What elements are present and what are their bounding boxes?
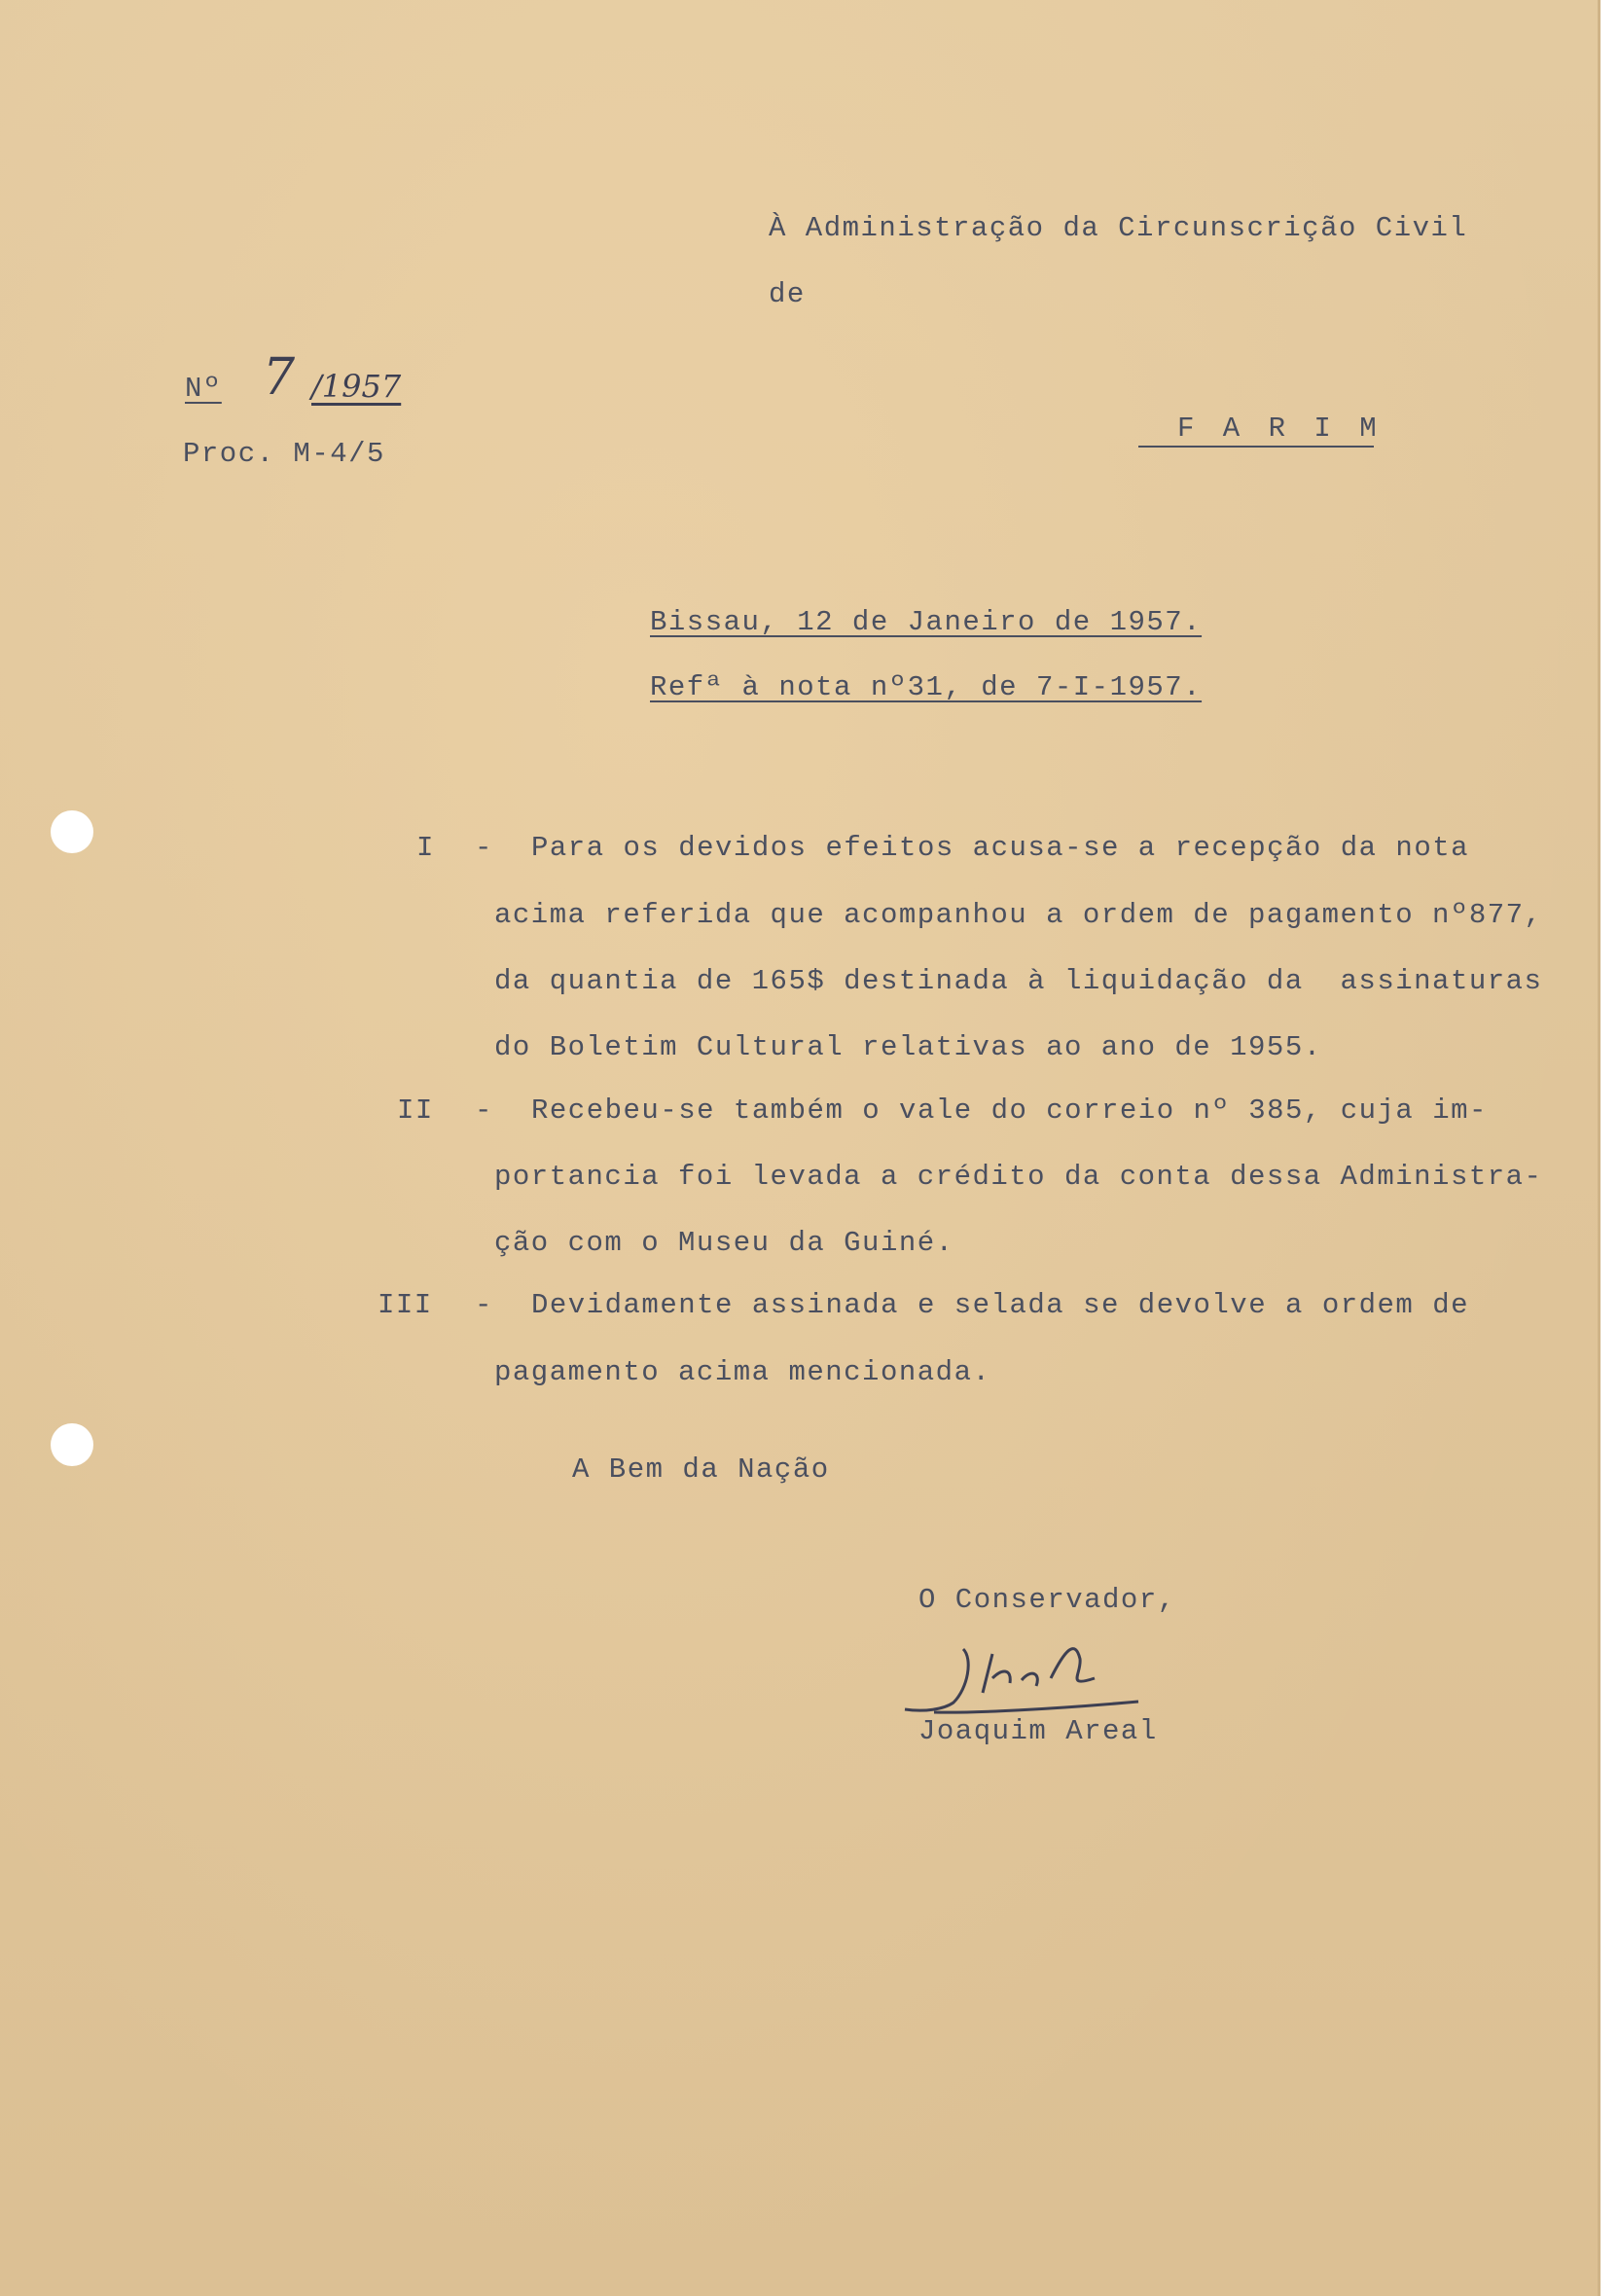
item-1-line-4: do Boletim Cultural relativas ao ano de 1955. [494,1031,1322,1063]
punch-hole-top [51,810,93,853]
reference-number-year: /1957 [311,368,402,405]
item-2-line-1: Recebeu-se também o vale do correio nº 385, cuja im- [531,1094,1488,1127]
signatory-name: Joaquim Areal [918,1715,1158,1747]
reference-number-prefix: Nº [185,373,222,405]
signature-scrawl [895,1620,1187,1727]
item-1-line-1: Para os devidos efeitos acusa-se a recepção da nota [531,832,1470,864]
note-reference-line: Refª à nota nº31, de 7-I-1957. [650,671,1203,703]
item-1-line-2: acima referida que acompanhou a ordem de pagamento nº877, [494,899,1543,931]
item-3-line-1: Devidamente assinada e selada se devolve a ordem de [531,1289,1470,1321]
signatory-role: O Conservador, [918,1584,1176,1616]
item-dash-3: - [475,1289,493,1321]
date-line: Bissau, 12 de Janeiro de 1957. [650,606,1203,638]
item-3-line-2: pagamento acima mencionada. [494,1356,991,1388]
punch-hole-bottom [51,1423,93,1466]
item-dash-1: - [475,832,493,864]
recipient-place-underline [1138,446,1374,448]
process-reference: Proc. M-4/5 [183,438,385,470]
reference-number-handwritten: 7 [263,348,296,407]
item-1-line-3: da quantia de 165$ destinada à liquidação da assinaturas [494,965,1543,997]
item-numeral-2: II [397,1094,434,1127]
recipient-place: F A R I M [1177,413,1383,445]
item-2-line-2: portancia foi levada a crédito da conta dessa Administra- [494,1161,1543,1193]
item-numeral-3: III [378,1289,433,1321]
recipient-line-1: À Administração da Circunscrição Civil [769,212,1468,244]
item-numeral-1: I [416,832,435,864]
item-2-line-3: ção com o Museu da Guiné. [494,1227,954,1259]
recipient-line-2: de [769,278,806,310]
item-dash-2: - [475,1094,493,1127]
closing-salutation: A Bem da Nação [572,1453,830,1486]
